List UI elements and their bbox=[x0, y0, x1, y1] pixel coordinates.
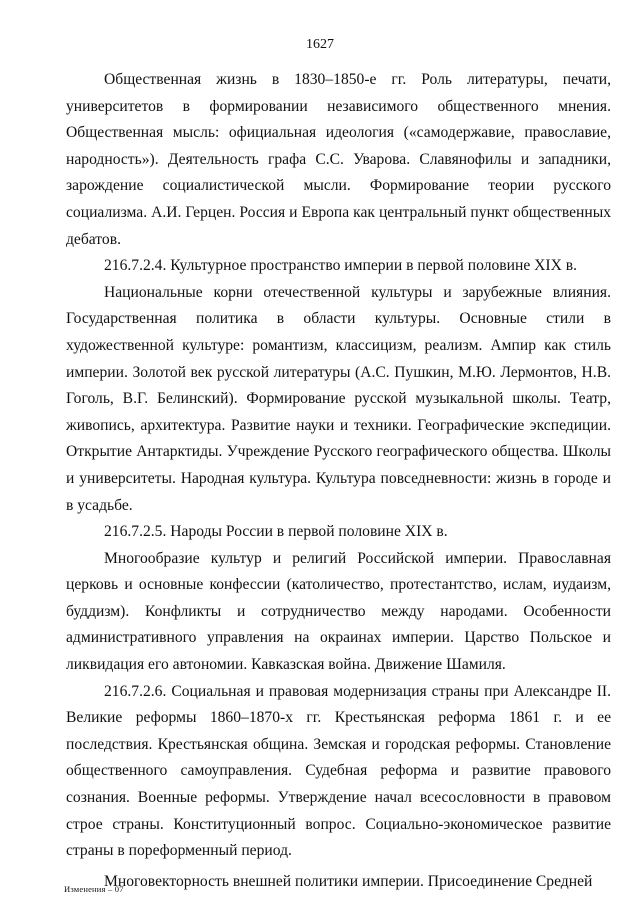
document-body bbox=[66, 67, 611, 895]
paragraph-foreign-policy: Многовекторность внешней политики империи. Присоединение Средней bbox=[104, 872, 593, 890]
paragraph-public-life: Общественная жизнь в 1830–1850-е гг. Роль литературы, печати, университетов в формировании независимого общественного мнения. Общественная мысль: официальная идеология («самодержавие, православие, народность»). Деятельность графа С.С. Уварова. Славянофилы и западники, зарождение социалистической мысли. Формирование теории русского социализма. А.И. Герцен. Россия и Европа как центральный пункт общественных дебатов. bbox=[66, 71, 611, 248]
page-number: 1627 bbox=[306, 37, 334, 52]
footer-revision-note: Изменения – 07 bbox=[64, 884, 124, 894]
section-heading-peoples: 216.7.2.5. Народы России в первой половине XIX в. bbox=[104, 523, 448, 541]
paragraph-peoples: Многообразие культур и религий Российской империи. Православная церковь и основные конфессии (католичество, протестантство, ислам, иудаизм, буддизм). Конфликты и сотрудничество между народами. Особенности административного управления на окраинах империи. Царство Польское и ликвидация его автономии. Кавказская война. Движение Шамиля. bbox=[66, 549, 611, 674]
paragraph-culture: Национальные корни отечественной культуры и зарубежные влияния. Государственная политика в области культуры. Основные стили в художественной культуре: романтизм, классицизм, реализм. Ампир как стиль империи. Золотой век русской литературы (А.С. Пушкин, М.Ю. Лермонтов, Н.В. Гоголь, В.Г. Белинский). Формирование русской музыкальной школы. Театр, живопись, архитектура. Развитие науки и техники. Географические экспедиции. Открытие Антарктиды. Учреждение Русского географического общества. Школы и университеты. Народная культура. Культура повседневности: жизнь в городе и в усадьбе. bbox=[66, 283, 611, 514]
paragraph-reforms: 216.7.2.6. Социальная и правовая модернизация страны при Александре II. Великие реформы 1860–1870-х гг. Крестьянская реформа 1861 г. и ее последствия. Крестьянская община. Земская и городская реформы. Становление общественного самоуправления. Судебная реформа и развитие правового сознания. Военные реформы. Утверждение начал всесословности в правовом строе страны. Конституционный вопрос. Социально-экономическое развитие страны в пореформенный период. bbox=[66, 682, 611, 860]
section-heading-culture: 216.7.2.4. Культурное пространство империи в первой половине XIX в. bbox=[104, 257, 578, 275]
